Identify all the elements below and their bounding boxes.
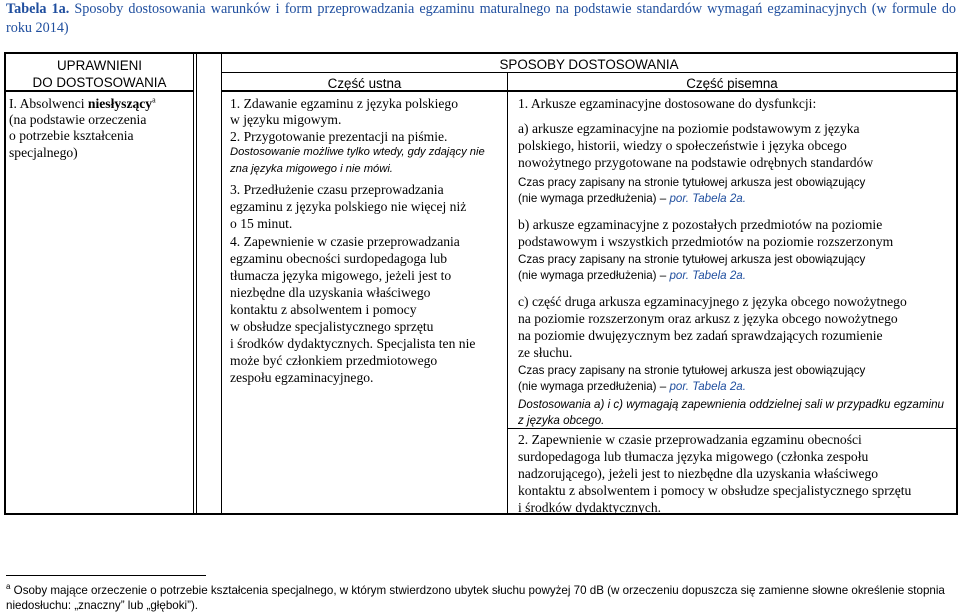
header-sposoby: SPOSOBY DOSTOSOWANIA	[499, 57, 679, 72]
group-line-3: specjalnego)	[9, 145, 78, 160]
header-czesc-pisemna: Część pisemna	[686, 76, 778, 91]
caption-label: Tabela 1a.	[6, 1, 70, 17]
ustna-item-2: 2. Przygotowanie prezentacji na piśmie.	[230, 129, 448, 144]
footnote: $^a$ Osoby mające orzeczenie o potrzebie kształcenia specjalnego, w którym stwierdzono ubytek słuchu powyżej 70 dB (w orzeczeniu dopuszcza się zamienne słowne określenie stopnia niedosłuchu: „znaczny” lub „głęboki”).	[6, 582, 945, 612]
header-czesc-ustna: Część ustna	[327, 76, 402, 91]
footnote-rule	[6, 575, 206, 576]
group-title: I. Absolwenci niesłyszący$^a$	[9, 95, 156, 111]
header-uprawnieni: UPRAWNIENI	[56, 58, 143, 73]
caption-text: Sposoby dostosowania warunków i form przeprowadzania egzaminu maturalnego na podstawie standardów wymagań egzaminacyjnych (w formule do roku 2014)	[6, 1, 957, 36]
group-line-2: o potrzebie kształcenia	[9, 128, 134, 143]
pisemna-item-1: 1. Arkusze egzaminacyjne dostosowane do dysfunkcji:	[518, 96, 817, 111]
table-caption	[6, 0, 956, 38]
header-do-dostosowania: DO DOSTOSOWANIA	[32, 75, 167, 90]
group-line-1: (na podstawie orzeczenia	[9, 112, 147, 127]
